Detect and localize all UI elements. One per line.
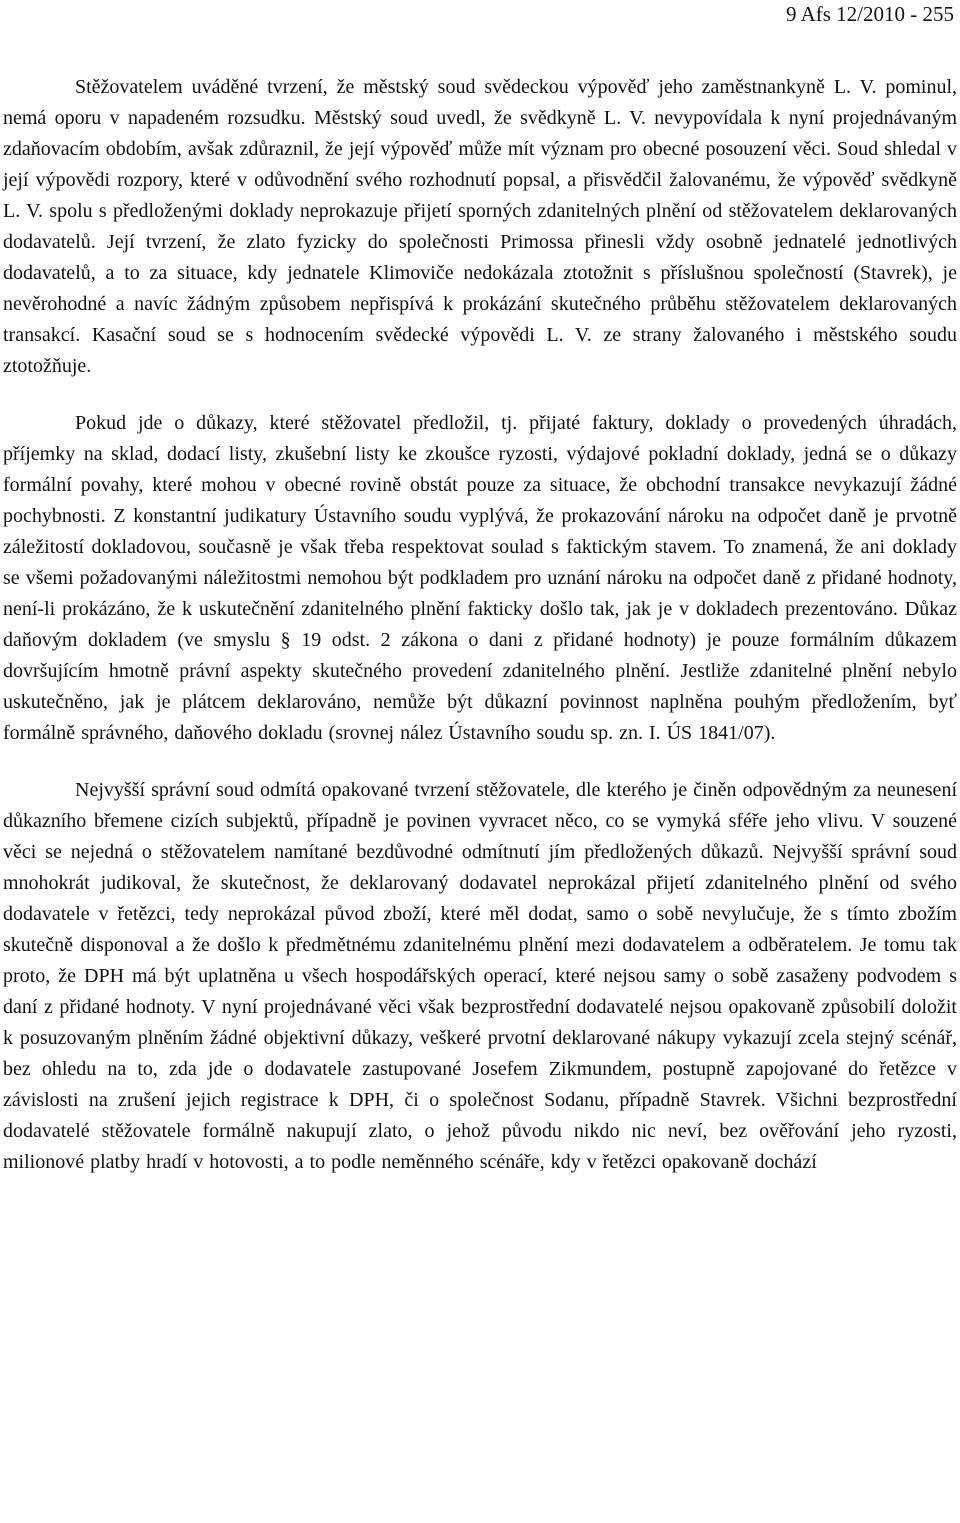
case-number-header: 9 Afs 12/2010 - 255 — [786, 2, 954, 26]
document-body — [3, 72, 957, 1178]
paragraph-witness-testimony: Stěžovatelem uváděné tvrzení, že městský soud svědeckou výpověď jeho zaměstnankyně L. V. pominul, nemá oporu v napadeném rozsudku. Městský soud uvedl, že svědkyně L. V. nevypovídala k nyní projednávaným zdaňovacím obdobím, avšak zdůraznil, že její výpověď může mít význam pro obecné posouzení věci. Soud shledal v její výpovědi rozpory, které v odůvodnění svého rozhodnutí popsal, a přisvědčil žalovanému, že výpověď svědkyně L. V. spolu s předloženými doklady neprokazuje přijetí sporných zdanitelných plnění od stěžovatelem deklarovaných dodavatelů. Její tvrzení, že zlato fyzicky do společnosti Primossa přinesli vždy osobně jednatelé jednotlivých dodavatelů, a to za situace, kdy jednatele Klimoviče nedokázala ztotožnit s příslušnou společností (Stavrek), je nevěrohodné a navíc žádným způsobem nepřispívá k prokázání skutečného průběhu stěžovatelem deklarovaných transakcí. Kasační soud se s hodnocením svědecké výpovědi L. V. ze strany žalovaného i městského soudu ztotožňuje. — [3, 76, 957, 377]
paragraph-burden-of-proof: Nejvyšší správní soud odmítá opakované tvrzení stěžovatele, dle kterého je činěn odpovědným za neunesení důkazního břemene cizích subjektů, případně je povinen vyvracet něco, co se vymyká sféře jeho vlivu. V souzené věci se nejedná o stěžovatelem namítané bezdůvodné odmítnutí jím předložených důkazů. Nejvyšší správní soud mnohokrát judikoval, že skutečnost, že deklarovaný dodavatel neprokázal přijetí zdanitelného plnění od svého dodavatele v řetězci, tedy neprokázal původ zboží, které měl dodat, samo o sobě nevylučuje, že s tímto zbožím skutečně disponoval a že došlo k předmětnému zdanitelnému plnění mezi dodavatelem a odběratelem. Je tomu tak proto, že DPH má být uplatněna u všech hospodářských operací, které nejsou samy o sobě zasaženy podvodem s daní z přidané hodnoty. V nyní projednávané věci však bezprostřední dodavatelé nejsou opakovaně způsobilí doložit k posuzovaným plněním žádné objektivní důkazy, veškeré prvotní deklarované nákupy vykazují zcela stejný scénář, bez ohledu na to, zda jde o dodavatele zastupované Josefem Zikmundem, postupně zapojované do řetězce v závislosti na zrušení jejich registrace k DPH, či o společnost Sodanu, případně Stavrek. Všichni bezprostřední dodavatelé stěžovatele formálně nakupují zlato, o jehož původu nikdo nic neví, bez ověřování jeho ryzosti, milionové platby hradí v hotovosti, a to podle neměnného scénáře, kdy v řetězci opakovaně dochází — [3, 779, 957, 1173]
paragraph-formal-evidence: Pokud jde o důkazy, které stěžovatel předložil, tj. přijaté faktury, doklady o provedených úhradách, příjemky na sklad, dodací listy, zkušební listy ke zkoušce ryzosti, výdajové pokladní doklady, jedná se o důkazy formální povahy, které mohou v obecné rovině obstát pouze za situace, že obchodní transakce nevykazují žádné pochybnosti. Z konstantní judikatury Ústavního soudu vyplývá, že prokazování nároku na odpočet daně je prvotně záležitostí dokladovou, současně je však třeba respektovat soulad s faktickým stavem. To znamená, že ani doklady se všemi požadovanými náležitostmi nemohou být podkladem pro uznání nároku na odpočet daně z přidané hodnoty, není-li prokázáno, že k uskutečnění zdanitelného plnění fakticky došlo tak, jak je v dokladech prezentováno. Důkaz daňovým dokladem (ve smyslu § 19 odst. 2 zákona o dani z přidané hodnoty) je pouze formálním důkazem dovršujícím hmotně právní aspekty skutečného provedení zdanitelného plnění. Jestliže zdanitelné plnění nebylo uskutečněno, jak je plátcem deklarováno, nemůže být důkazní povinnost naplněna pouhým předložením, byť formálně správného, daňového dokladu (srovnej nález Ústavního soudu sp. zn. I. ÚS 1841/07). — [3, 412, 957, 744]
